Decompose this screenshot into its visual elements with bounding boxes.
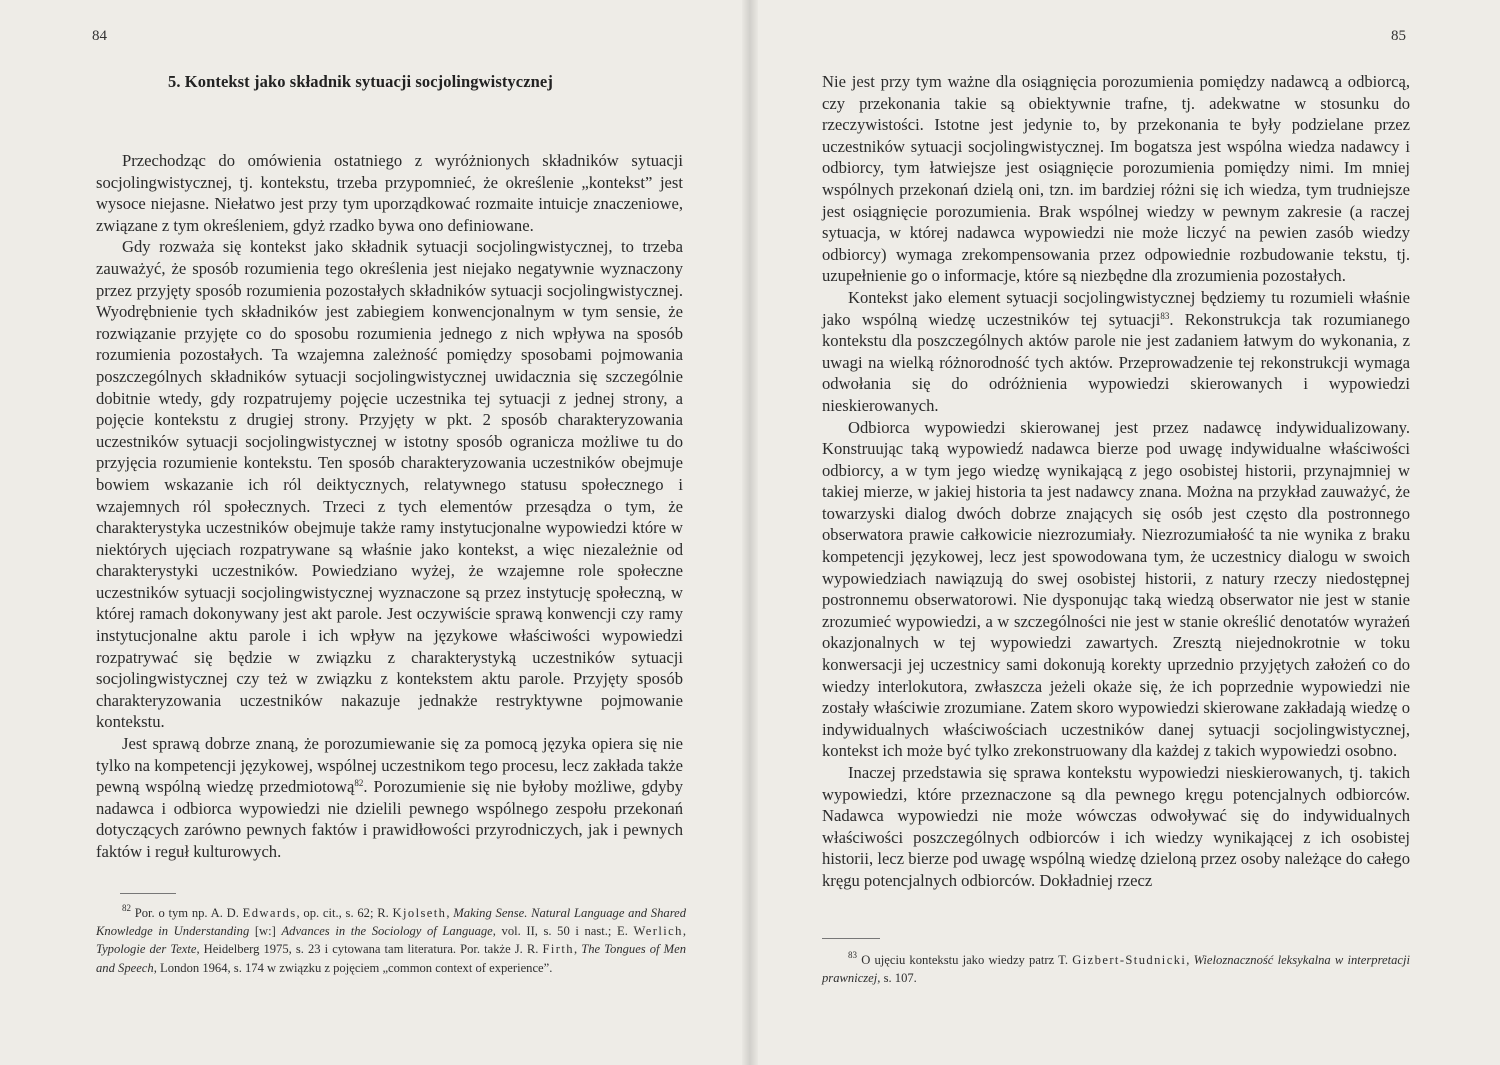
right-body-text [822,71,1410,892]
paragraph: Nie jest przy tym ważne dla osiągnięcia porozumienia pomiędzy nadawcą a odbiorcą, czy przekonania takie są obiektywnie trafne, tj. adekwatne w stosunku do rzeczywistości. Istotne jest jedynie to, by przekonania te były podzielane przez uczestników sytuacji socjolingwistycznej. Im bogatsza jest wspólna wiedza nadawcy i odbiorcy, tym łatwiejsze jest osiągnięcie porozumienia pomiędzy nimi. Im mniej wspólnych przekonań dzielą oni, tzn. im bardziej różni się ich wiedza, tym trudniejsze jest osiągnięcie porozumienia. Brak wspólnej wiedzy w pewnym zakresie (a raczej sytuacja, w której nadawca wypowiedzi nie może liczyć na pewien zasób wiedzy odbiorcy) wymaga zrekompensowania przez odpowiednie rozbudowanie tekstu, tj. uzupełnienie go o informacje, które są niezbędne dla zrozumienia pozostałych. [822,72,1410,286]
footnote-ref[interactable]: 83 [1160,310,1170,321]
footnote-number: 82 [122,903,131,913]
footnote-text: , London 1964, s. 174 w związku z pojęciem „common context of experience”. [153,960,553,975]
footnote-text: [w:] [249,924,282,939]
paragraph: Przechodząc do omówienia ostatniego z wyróżnionych składników sytuacji socjolingwistycznej, tj. kontekstu, trzeba przypomnieć, że określenie „kontekst” jest wysoce niejasne. Niełatwo jest przy tym uporządkować rozmaite intuicje znaczeniowe, związane z tym określeniem, gdyż rzadko bywa ono definiowane. [96,151,683,235]
footnote-text: , [1186,953,1194,967]
footnote-text: , [682,924,686,939]
footnote-text: , op. cit., s. 62; R. [296,906,393,920]
footnote-text: O ujęciu kontekstu jako wiedzy patrz T. [857,953,1073,967]
author-name: Firth [542,942,574,957]
book-gutter [742,0,758,1065]
footnote-83 [822,951,1410,987]
footnote-text: , Heidelberg 1975, s. 23 i cytowana tam literatura. Por. także J. R. [196,942,543,957]
work-title: The Tongues of Men and Speech [96,942,686,975]
paragraph [96,733,683,863]
paragraph-text: Jest sprawą dobrze znaną, że porozumiewanie się za pomocą języka opiera się nie tylko na kompetencji językowej, wspólnej uczestnikom tego procesu, lecz zakłada także pewną wspólną wiedzę przedmiotową [96,734,683,797]
paragraph: Gdy rozważa się kontekst jako składnik sytuacji socjolingwistycznej, to trzeba zauważyć, że sposób rozumienia tego określenia jest niejako negatywnie wyznaczony przez przyjęty sposób rozumienia pozostałych składników sytuacji socjolingwistycznej. Wyodrębnienie tych składników jest zabiegiem konwencjonalnym w tym sensie, że rozwiązanie przyjęte co do sposobu rozumienia jednego z nich wpływa na sposób rozumienia pozostałych. Ta wzajemna zależność pomiędzy sposobami pojmowania poszczególnych składników sytuacji socjolingwistycznej uwidacznia się szczególnie dobitnie wtedy, gdy rozpatrujemy pojęcie uczestnika tej sytuacji z jednej strony, a pojęcie kontekstu z drugiej strony. Przyjęty w pkt. 2 sposób charakteryzowania uczestników sytuacji socjolingwistycznej w istotny sposób ogranicza możliwe tu do przyjęcia rozumienie kontekstu. Ten sposób charakteryzowania uczestników obejmuje bowiem wskazanie ich ról deiktycznych, relatywnego statusu społecznego i wzajemnych ról społecznych. Trzeci z tych elementów przesądza o tym, że charakterystyka uczestników obejmuje także ramy instytucjonalne wypowiedzi które w niektórych ujęciach rozpatrywane są właśnie jako kontekst, a więc niezależnie od charakterystyki uczestników. Powiedziano wyżej, że wzajemne role społeczne uczestników sytuacji socjolingwistycznej wyznaczone są przez instytucję społeczną, w której ramach dokonywany jest akt parole. Jest oczywiście sprawą konwencji czy ramy instytucjonalne aktu parole i ich wpływ na językowe właściwości wypowiedzi rozpatrywać się będzie w związku z charakterystyką uczestników sytuacji socjolingwistycznej czy też w związku z kontekstem aktu parole. Przyjęty sposób charakteryzowania uczestników nakazuje jednakże restryktywne pojmowanie kontekstu. [96,237,683,732]
paragraph [822,287,1410,417]
author-name: Werlich [633,924,683,939]
author-name: Kjolseth [392,906,447,920]
page-number-left: 84 [92,28,107,44]
footnote-text: , [446,906,454,920]
work-title: Advances in the Sociology of Language [281,924,493,939]
left-body-text [96,150,683,863]
author-name: Edwards [242,906,297,920]
paragraph-text: . Rekonstrukcja tak rozumianego kontekstu dla poszczególnych aktów parole nie jest zadaniem łatwym do wykonania, z uwagi na wielką różnorodność tych aktów. Przeprowadzenie tej rekonstrukcji wymaga odwołania się do odróżnienia wypowiedzi skierowanych i wypowiedzi nieskierowanych. [822,309,1411,415]
paragraph-text: Kontekst jako element sytuacji socjolingwistycznej będziemy tu rozumieli właśnie jako wspólną wiedzę uczestników tej sytuacji [822,287,1410,329]
footnote-text: , [574,942,582,957]
paragraph: Odbiorca wypowiedzi skierowanej jest przez nadawcę indywidualizowany. Konstruując taką wypowiedź nadawca bierze pod uwagę indywidualne właściwości odbiorcy, a w tym jego wiedzę wynikającą z jego osobistej historii, przynajmniej w takiej mierze, w jakiej historia ta jest nadawcy znana. Można na przykład zauważyć, że towarzyski dialog dwóch dobrze znających się osób jest często dla postronnego obserwatora prawie całkowicie niezrozumiały. Niezrozumiałość ta nie wynika z braku kompetencji językowej, lecz jest spowodowana tym, że uczestnicy dialogu w swoich wypowiedziach nawiązują do swej osobistej historii, z natury rzeczy niedostępnej postronnemu obserwatorowi. Nie dysponując taką wiedzą obserwator nie jest w stanie zrozumieć wypowiedzi, a w szczególności nie jest w stanie określić denotatów wyrażeń okazjonalnych w tej wypowiedzi zawartych. Zresztą niejednokrotnie w toku konwersacji jej uczestnicy sami dokonują korekty uprzednio przyjętych założeń co do wiedzy interlokutora, zwłaszcza jeżeli okaże się, że ich poprzednie wypowiedzi nie zostały właściwie zrozumiane. Zatem skoro wypowiedzi skierowane zakładają wiedzę o indywidualnych właściwościach uczestników danej sytuacji socjolingwistycznej, kontekst ich może być tylko zrekonstruowany dla każdej z takich wypowiedzi osobno. [822,417,1410,761]
footnote-rule [120,893,176,894]
footnote-rule [822,938,880,939]
paragraph: Inaczej przedstawia się sprawa kontekstu wypowiedzi nieskierowanych, tj. takich wypowiedzi, które przeznaczone są dla pewnego kręgu potencjalnych odbiorców. Nadawca wypowiedzi nie może wówczas odwoływać się do indywidualnych właściwości poszczególnych odbiorców i ich wiedzy wynikającej z ich osobistej historii, lecz bierze pod uwagę wspólną wiedzę dzieloną przez osoby należące do całego kręgu potencjalnych odbiorców. Dokładniej rzecz [822,763,1410,890]
footnote-ref[interactable]: 82 [354,778,364,789]
footnote-text: , s. 107. [877,971,917,986]
right-page [750,0,1500,1065]
section-heading: 5. Kontekst jako składnik sytuacji socjolingwistycznej [168,72,553,91]
footnote-82 [96,904,686,977]
footnote-number: 83 [848,950,857,960]
footnote-text: Por. o tym np. A. D. [131,906,243,920]
footnote-text: , vol. II, s. 50 i nast.; E. [492,924,634,939]
work-title: Typologie der Texte [96,942,197,957]
paragraph-text: . Porozumienie się nie byłoby możliwe, gdyby nadawca i odbiorca wypowiedzi nie dzielili pewnego wspólnego zespołu przekonań dotyczących zarówno pewnych faktów i prawidłowości przyrodniczych, jak i pewnych faktów i reguł kulturowych. [96,777,683,861]
work-title: Making Sense. Natural Language and Shared Knowledge in Understanding [96,906,687,939]
author-name: Gizbert-Studnicki [1072,953,1187,967]
page-number-right: 85 [1391,28,1406,44]
work-title: Wieloznaczność leksykalna w interpretacji prawniczej [822,953,1410,986]
